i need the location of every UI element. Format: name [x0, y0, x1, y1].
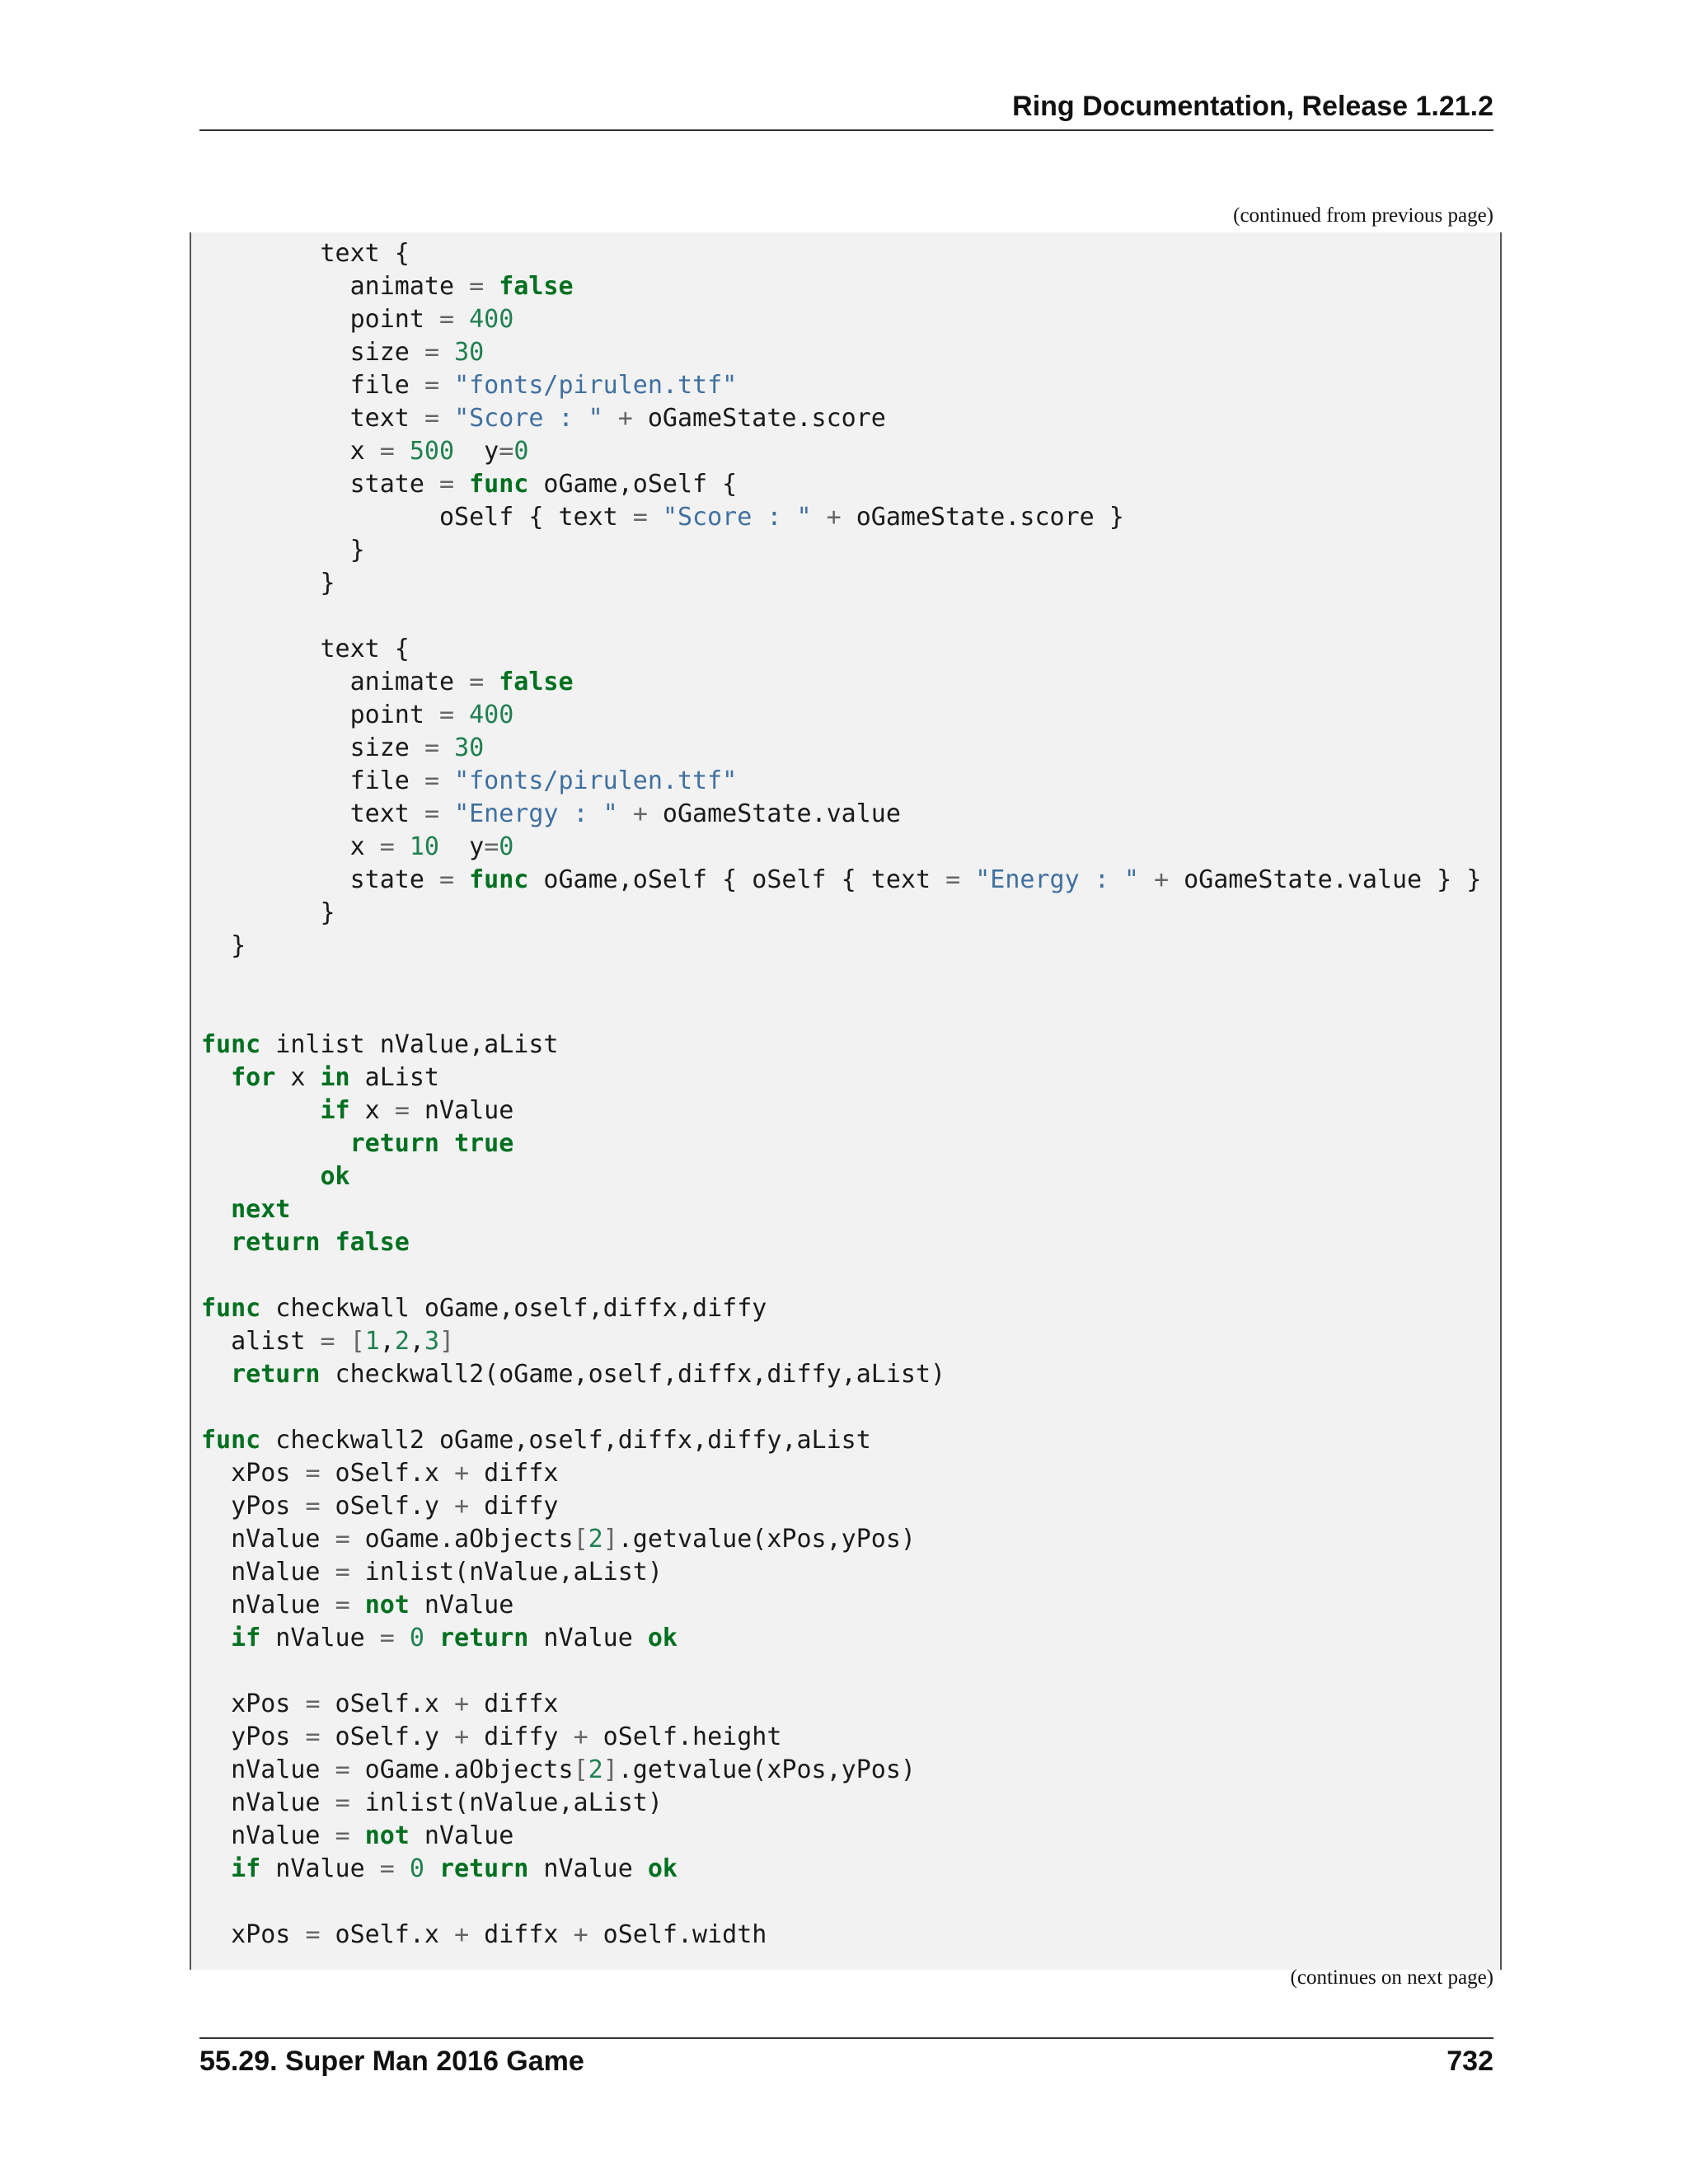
code-number: 0 [499, 832, 514, 861]
code-operator: = [424, 766, 439, 795]
continued-from-note: (continued from previous page) [1233, 204, 1493, 227]
code-line [201, 1127, 1481, 1160]
code-text [321, 1228, 335, 1257]
code-text: diffy [469, 1722, 574, 1751]
code-text: point [201, 701, 439, 729]
code-text: nValue [201, 1525, 335, 1554]
code-line [201, 930, 1481, 963]
code-text: oGame,oSelf { oSelf { text [528, 865, 946, 894]
code-number: 400 [469, 305, 514, 334]
code-text [439, 766, 454, 795]
code-text: nValue [409, 1821, 514, 1850]
code-line [201, 600, 1481, 633]
code-line [201, 369, 1481, 402]
code-text [454, 305, 469, 334]
code-text: checkwall2 oGame,oself,diffx,diffy,aList [260, 1426, 871, 1455]
code-text [960, 865, 975, 894]
code-text: nValue [201, 1788, 335, 1817]
code-text: nValue [528, 1624, 648, 1652]
code-text [201, 1063, 231, 1092]
code-line [201, 1424, 1481, 1457]
code-operator: = [305, 1722, 321, 1751]
code-text [648, 503, 663, 532]
code-text: yPos [201, 1492, 306, 1521]
code-text: oSelf.height [588, 1722, 782, 1751]
code-operator: + [632, 799, 648, 828]
code-line [201, 1820, 1481, 1853]
code-string: "Score : " [662, 503, 812, 532]
code-line [201, 1688, 1481, 1721]
code-line [201, 1754, 1481, 1787]
code-operator: = [379, 1624, 395, 1652]
code-line [201, 633, 1481, 666]
code-text: nValue [409, 1096, 514, 1125]
code-line [201, 666, 1481, 699]
code-keyword: true [454, 1129, 514, 1158]
code-operator: = [305, 1492, 321, 1521]
code-operator: = [438, 701, 455, 729]
code-operator: = [305, 1690, 321, 1718]
code-operator: = [424, 338, 439, 367]
code-text: x [349, 1096, 395, 1125]
code-operator: = [945, 865, 961, 894]
code-operator: = [379, 437, 395, 466]
continues-on-note: (continues on next page) [1290, 1966, 1493, 1989]
code-text: , [379, 1327, 395, 1356]
code-text: text [201, 799, 424, 828]
code-text [484, 272, 499, 301]
code-text: inlist(nValue,aList) [349, 1558, 663, 1586]
code-text: oGame.aObjects [349, 1525, 574, 1554]
code-operator: = [335, 1755, 350, 1784]
code-text: x [201, 437, 380, 466]
code-line [201, 1259, 1481, 1292]
code-text [335, 1327, 350, 1356]
code-operator: = [335, 1788, 350, 1817]
code-text: size [201, 338, 424, 367]
code-line [201, 765, 1481, 798]
code-text: oSelf.y [320, 1492, 455, 1521]
code-text [201, 1096, 321, 1125]
code-text [454, 470, 469, 499]
code-text: nValue [201, 1591, 335, 1619]
code-text: text { [201, 635, 410, 663]
code-line [201, 1490, 1481, 1523]
code-text [812, 503, 827, 532]
code-text [439, 1129, 454, 1158]
code-line [201, 402, 1481, 435]
code-operator: ] [603, 1525, 618, 1554]
code-text [484, 668, 499, 696]
code-keyword: not [364, 1591, 410, 1619]
code-text [395, 832, 410, 861]
code-text [201, 1129, 350, 1158]
code-keyword: ok [647, 1854, 678, 1883]
code-number: 400 [469, 701, 514, 729]
code-line [201, 1457, 1481, 1490]
code-keyword: func [201, 1426, 261, 1455]
code-operator: + [454, 1920, 470, 1949]
code-text: diffx [469, 1690, 559, 1718]
code-operator: + [454, 1690, 470, 1718]
code-text: file [201, 766, 424, 795]
code-number: 500 [409, 437, 455, 466]
code-text [454, 865, 469, 894]
code-line [201, 303, 1481, 336]
code-number: 1 [364, 1327, 380, 1356]
code-operator: ] [603, 1755, 618, 1784]
code-text: y [454, 437, 499, 466]
code-text: oSelf.width [588, 1920, 767, 1949]
code-keyword: false [499, 272, 574, 301]
code-keyword: in [320, 1063, 350, 1092]
code-operator: + [454, 1459, 470, 1488]
code-text: } [201, 536, 365, 565]
code-line [201, 699, 1481, 732]
code-text: checkwall2(oGame,oself,diffx,diffy,aList) [320, 1360, 946, 1389]
code-text [603, 404, 618, 433]
code-text: animate [201, 668, 470, 696]
code-line [201, 1787, 1481, 1820]
code-line [201, 1886, 1481, 1919]
code-line [201, 336, 1481, 369]
code-text: } [201, 569, 335, 598]
code-text [1139, 865, 1154, 894]
code-line [201, 1193, 1481, 1226]
code-text: text { [201, 239, 410, 268]
code-text: size [201, 733, 424, 762]
code-line [201, 963, 1481, 996]
code-text: file [201, 371, 424, 400]
code-keyword: next [231, 1195, 291, 1224]
code-text: oGameState.score } [841, 503, 1124, 532]
code-text: oGameState.value } } [1169, 865, 1482, 894]
code-text: checkwall oGame,oself,diffx,diffy [260, 1294, 767, 1323]
code-string: "fonts/pirulen.ttf" [454, 371, 738, 400]
code-line [201, 864, 1481, 897]
code-keyword: ok [647, 1624, 678, 1652]
code-text: nValue [260, 1624, 380, 1652]
footer-page-number: 732 [1447, 2046, 1493, 2077]
code-keyword: return [439, 1854, 529, 1883]
code-keyword: for [231, 1063, 276, 1092]
code-text: xPos [201, 1920, 306, 1949]
code-line [201, 1589, 1481, 1622]
code-operator: + [826, 503, 842, 532]
code-operator: [ [349, 1327, 365, 1356]
code-text: oGameState.value [647, 799, 901, 828]
code-text: nValue [260, 1854, 380, 1883]
code-text [439, 338, 454, 367]
code-line [201, 732, 1481, 765]
code-operator: = [335, 1591, 350, 1619]
code-lines [201, 237, 1481, 1952]
code-text: animate [201, 272, 470, 301]
code-keyword: return [231, 1228, 321, 1257]
code-operator: = [335, 1821, 350, 1850]
code-text [350, 1591, 365, 1619]
code-text [439, 799, 454, 828]
code-keyword: if [231, 1624, 261, 1652]
code-text: yPos [201, 1722, 306, 1751]
code-operator: + [573, 1920, 588, 1949]
code-operator: + [573, 1722, 588, 1751]
code-text [395, 1854, 410, 1883]
code-operator: = [438, 305, 455, 334]
code-operator: = [469, 668, 485, 696]
code-text [201, 1228, 231, 1257]
code-text [424, 1854, 439, 1883]
code-text: xPos [201, 1690, 306, 1718]
code-text [439, 404, 454, 433]
code-string: "fonts/pirulen.ttf" [454, 766, 738, 795]
code-operator: = [438, 470, 455, 499]
code-text: , [409, 1327, 424, 1356]
code-number: 3 [424, 1327, 439, 1356]
code-operator: = [424, 733, 439, 762]
code-text: nValue [201, 1821, 335, 1850]
code-text [424, 1624, 439, 1652]
code-number: 2 [394, 1327, 410, 1356]
code-text: nValue [201, 1558, 335, 1586]
code-string: "Score : " [454, 404, 603, 433]
code-text: oGame.aObjects [349, 1755, 574, 1784]
code-text [395, 1624, 410, 1652]
code-text: inlist(nValue,aList) [349, 1788, 663, 1817]
code-line [201, 435, 1481, 468]
code-text: state [201, 470, 439, 499]
code-text: nValue [528, 1854, 648, 1883]
code-operator: = [484, 832, 499, 861]
code-text: .getvalue(xPos,yPos) [617, 1755, 916, 1784]
code-line [201, 1391, 1481, 1424]
code-line [201, 897, 1481, 930]
code-text [201, 1624, 231, 1652]
code-string: "Energy : " [454, 799, 618, 828]
code-operator: = [305, 1920, 321, 1949]
code-operator: = [499, 437, 514, 466]
code-operator: [ [573, 1525, 588, 1554]
code-keyword: false [499, 668, 574, 696]
code-line [201, 1622, 1481, 1655]
code-operator: = [424, 371, 439, 400]
code-text: oSelf.x [320, 1920, 455, 1949]
code-text [201, 1360, 231, 1389]
code-line [201, 567, 1481, 600]
code-text: } [201, 898, 335, 927]
code-text [350, 1821, 365, 1850]
code-text: inlist nValue,aList [260, 1030, 559, 1059]
code-text: oSelf.y [320, 1722, 455, 1751]
code-text: point [201, 305, 439, 334]
code-operator: = [394, 1096, 410, 1125]
code-text [395, 437, 410, 466]
code-text: } [201, 931, 246, 960]
code-text [439, 733, 454, 762]
code-keyword: return [439, 1624, 529, 1652]
code-text [201, 1195, 231, 1224]
code-text: nValue [409, 1591, 514, 1619]
code-operator: [ [573, 1755, 588, 1784]
code-keyword: not [364, 1821, 410, 1850]
code-text [201, 1162, 321, 1191]
code-keyword: ok [320, 1162, 350, 1191]
code-number: 0 [513, 437, 529, 466]
code-operator: = [469, 272, 485, 301]
code-line [201, 501, 1481, 534]
code-text: oSelf.x [320, 1459, 455, 1488]
code-keyword: func [201, 1030, 261, 1059]
code-line [201, 798, 1481, 831]
footer-rule [199, 2037, 1493, 2039]
code-text: diffx [469, 1920, 574, 1949]
code-block [190, 232, 1502, 1970]
code-operator: = [379, 832, 395, 861]
code-text: nValue [201, 1755, 335, 1784]
code-line [201, 1853, 1481, 1886]
code-text: xPos [201, 1459, 306, 1488]
code-text [201, 1854, 231, 1883]
code-text: diffx [469, 1459, 559, 1488]
code-line [201, 831, 1481, 864]
page-header-title: Ring Documentation, Release 1.21.2 [1012, 91, 1493, 122]
code-number: 30 [454, 733, 485, 762]
code-text: x [275, 1063, 321, 1092]
code-keyword: func [201, 1294, 261, 1323]
code-line [201, 1094, 1481, 1127]
code-operator: + [454, 1722, 470, 1751]
code-operator: + [617, 404, 633, 433]
code-line [201, 1721, 1481, 1754]
code-operator: = [335, 1525, 350, 1554]
code-operator: + [454, 1492, 470, 1521]
code-text: text [201, 404, 424, 433]
code-text [439, 371, 454, 400]
code-operator: = [632, 503, 648, 532]
code-line [201, 1556, 1481, 1589]
code-text: oGameState.score [632, 404, 886, 433]
code-keyword: return [231, 1360, 321, 1389]
code-number: 0 [409, 1854, 424, 1883]
code-number: 2 [588, 1755, 603, 1784]
code-text [618, 799, 633, 828]
code-text: alist [201, 1327, 321, 1356]
code-line [201, 237, 1481, 270]
code-keyword: if [231, 1854, 261, 1883]
code-operator: = [438, 865, 455, 894]
code-line [201, 1062, 1481, 1094]
code-keyword: func [469, 865, 529, 894]
code-text: oSelf.x [320, 1690, 455, 1718]
code-text: oSelf { text [201, 503, 633, 532]
code-line [201, 1655, 1481, 1688]
code-text: oGame,oSelf { [528, 470, 738, 499]
code-operator: = [379, 1854, 395, 1883]
code-text: y [439, 832, 485, 861]
code-text: .getvalue(xPos,yPos) [617, 1525, 916, 1554]
code-number: 30 [454, 338, 485, 367]
footer-section-title: 55.29. Super Man 2016 Game [199, 2046, 584, 2077]
code-text: aList [349, 1063, 439, 1092]
code-operator: = [335, 1558, 350, 1586]
code-string: "Energy : " [975, 865, 1139, 894]
code-keyword: if [320, 1096, 350, 1125]
code-line [201, 1160, 1481, 1193]
code-number: 10 [409, 832, 439, 861]
code-line [201, 1358, 1481, 1391]
code-operator: = [424, 799, 439, 828]
code-operator: = [424, 404, 439, 433]
code-number: 2 [588, 1525, 603, 1554]
code-operator: = [305, 1459, 321, 1488]
code-line [201, 1029, 1481, 1062]
header-rule [199, 129, 1493, 131]
code-line [201, 1919, 1481, 1952]
code-keyword: false [335, 1228, 410, 1257]
code-line [201, 1292, 1481, 1325]
code-line [201, 1226, 1481, 1259]
code-operator: ] [439, 1327, 455, 1356]
code-line [201, 1325, 1481, 1358]
code-line [201, 996, 1481, 1029]
code-text: x [201, 832, 380, 861]
code-number: 0 [409, 1624, 424, 1652]
code-text: diffy [469, 1492, 559, 1521]
code-line [201, 270, 1481, 303]
code-text [454, 701, 469, 729]
code-keyword: return [349, 1129, 439, 1158]
code-operator: = [320, 1327, 335, 1356]
code-operator: + [1153, 865, 1170, 894]
code-text: state [201, 865, 439, 894]
code-keyword: func [469, 470, 529, 499]
code-line [201, 468, 1481, 501]
code-line [201, 1523, 1481, 1556]
code-line [201, 534, 1481, 567]
